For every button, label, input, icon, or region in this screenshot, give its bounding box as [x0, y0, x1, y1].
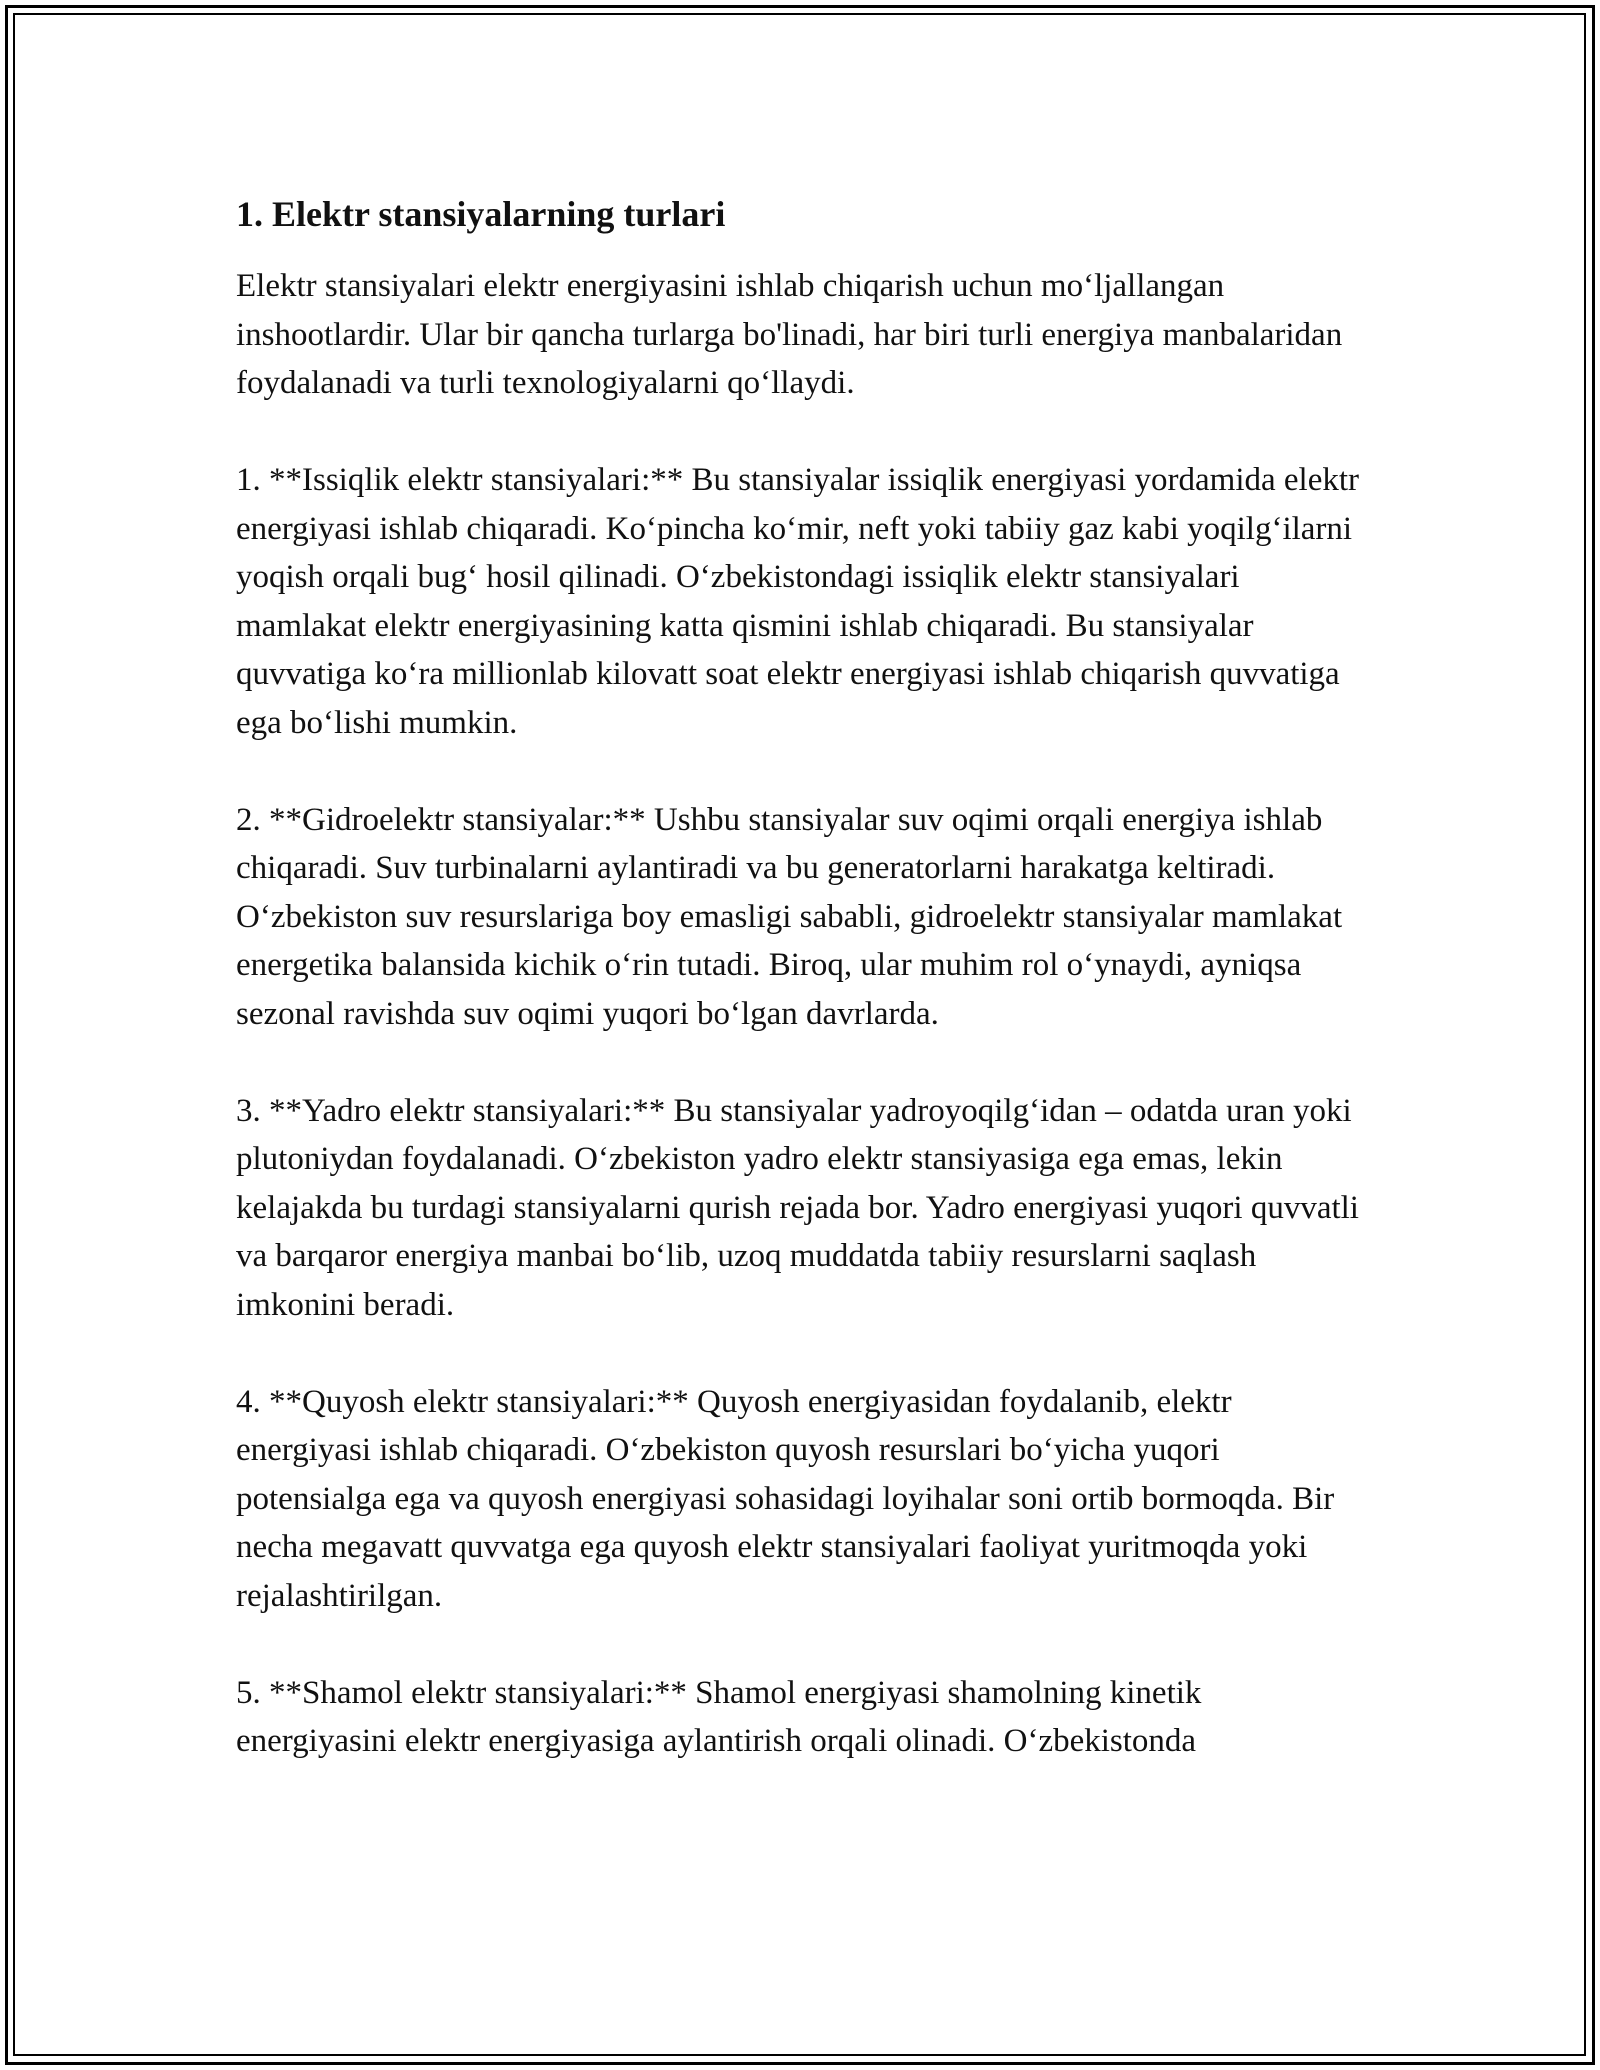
intro-paragraph: Elektr stansiyalari elektr energiyasini ishlab chiqarish uchun mo‘ljallangan inshootlardir. Ular bir qancha turlarga bo'linadi, har biri turli energiya manbalaridan foydalanadi va turli texnologiyalarni qo‘llaydi.: [236, 268, 1343, 401]
paragraph-wind-plants: 5. **Shamol elektr stansiyalari:** Shamol energiyasi shamolning kinetik energiyasini elektr energiyasiga aylantirish orqali olinadi. O‘zbekistonda: [236, 1674, 1202, 1759]
paragraph-nuclear-plants: 3. **Yadro elektr stansiyalari:** Bu stansiyalar yadroyoqilg‘idan – odatda uran yoki plutoniydan foydalanadi. O‘zbekiston yadro elektr stansiyasiga ega emas, lekin kelajakda bu turdagi stansiyalarni qurish rejada bor. Yadro energiyasi yuqori quvvatli va barqaror energiya manbai bo‘lib, uzoq muddatda tabiiy resurslarni saqlash imkonini beradi.: [236, 1092, 1359, 1323]
document-body: [236, 186, 1366, 1814]
paragraph-solar-plants: 4. **Quyosh elektr stansiyalari:** Quyosh energiyasidan foydalanib, elektr energiyasi ishlab chiqaradi. O‘zbekiston quyosh resurslari bo‘yicha yuqori potensialga ega va quyosh energiyasi sohasidagi loyihalar soni ortib bormoqda. Bir necha megavatt quvvatga ega quyosh elektr stansiyalari faoliyat yuritmoqda yoki rejalashtirilgan.: [236, 1383, 1335, 1614]
section-heading: 1. Elektr stansiyalarning turlari: [236, 194, 726, 234]
paragraph-hydro-plants: 2. **Gidroelektr stansiyalar:** Ushbu stansiyalar suv oqimi orqali energiya ishlab chiqaradi. Suv turbinalarni aylantiradi va bu generatorlarni harakatga keltiradi. O‘zbekiston suv resurslariga boy emasligi sababli, gidroelektr stansiyalar mamlakat energetika balansida kichik o‘rin tutadi. Biroq, ular muhim rol o‘ynaydi, ayniqsa sezonal ravishda suv oqimi yuqori bo‘lgan davrlarda.: [236, 801, 1343, 1032]
paragraph-thermal-plants: 1. **Issiqlik elektr stansiyalari:** Bu stansiyalar issiqlik energiyasi yordamida elektr energiyasi ishlab chiqaradi. Ko‘pincha ko‘mir, neft yoki tabiiy gaz kabi yoqilg‘ilarni yoqish orqali bug‘ hosil qilinadi. O‘zbekistondagi issiqlik elektr stansiyalari mamlakat elektr energiyasining katta qismini ishlab chiqaradi. Bu stansiyalar quvvatiga ko‘ra millionlab kilovatt soat elektr energiyasi ishlab chiqarish quvvatiga ega bo‘lishi mumkin.: [236, 462, 1359, 741]
